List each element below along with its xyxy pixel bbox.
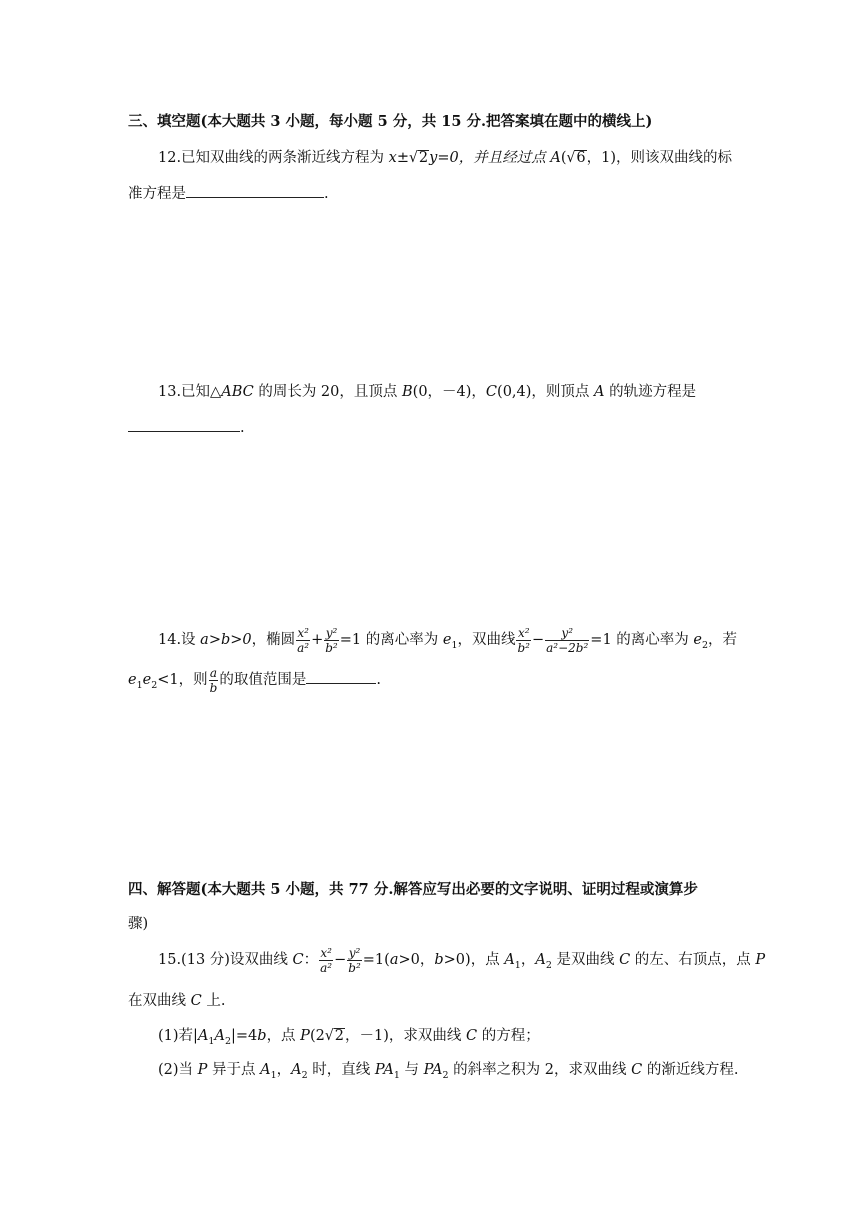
sqrt-symbol: √2: [409, 149, 429, 167]
sqrt-symbol: √6: [566, 149, 586, 167]
answer-blank[interactable]: [186, 183, 324, 198]
sqrt-symbol: √2: [324, 1027, 344, 1045]
question-15-line1: 15.(13 分)设双曲线 C： $\frac{\text{x²}}{\text{a²}}$ − $\frac{\text{y²}}{\text{b²}}$ =1(a>0，b>0)，点 $A_1$，$A_2$ 是双曲线 C 的左、右顶点，点 P: [158, 945, 766, 975]
fraction: $\frac{a}{b}$: [209, 665, 218, 695]
fraction: $\frac{\text{x²}}{\text{a²}}$: [320, 945, 333, 975]
question-12-line1: 12.已知双曲线的两条渐近线方程为 x±√2y=0，并且经过点 A(√6，1)，则该双曲线的标: [158, 149, 733, 167]
answer-blank[interactable]: [128, 417, 240, 432]
question-15-part1: (1)若$|A_1A_2|=4b$，点 P(2√2，－1)，求双曲线 C 的方程；: [158, 1027, 540, 1047]
question-14-line1: 14.设 a>b>0，椭圆 $\frac{\text{x²}}{\text{a²}}$ + $\frac{\text{y²}}{\text{b²}}$ =1 的离心率为 $e_1$，双曲线 $\frac{\text{x²}}{\text{b²}}$ − $\frac{\text{y²}}{\text{a²−2b²}}$ =1 的离心率为 $e_2$，若: [158, 625, 738, 655]
question-15-line2: 在双曲线 C 上.: [128, 993, 226, 1009]
fraction: $\frac{\text{y²}}{\text{b²}}$: [325, 625, 338, 655]
fraction: $\frac{\text{x²}}{\text{b²}}$: [517, 625, 530, 655]
answer-blank[interactable]: [306, 669, 376, 684]
question-12-line2: 准方程是 .: [128, 183, 329, 204]
fraction: $\frac{\text{x²}}{\text{a²}}$: [297, 625, 310, 655]
section4-header-line2: 骤): [128, 916, 149, 932]
section3-header: 三、填空题(本大题共 3 小题，每小题 5 分，共 15 分.把答案填在题中的横线上): [128, 113, 653, 130]
question-13-line1: 13.已知△ABC 的周长为 20，且顶点 B(0，－4)，C(0,4)，则顶点 A 的轨迹方程是: [158, 384, 697, 400]
question-15-part2: (2)当 P 异于点 $A_1$，$A_2$ 时，直线 $PA_1$ 与 $PA_2$ 的斜率之积为 2，求双曲线 C 的渐近线方程.: [158, 1062, 739, 1081]
section4-header-line1: 四、解答题(本大题共 5 小题，共 77 分.解答应写出必要的文字说明、证明过程或演算步: [128, 881, 698, 898]
fraction: $\frac{\text{y²}}{\text{a²−2b²}}$: [546, 625, 589, 655]
question-14-line2: $e_1e_2<1$，则 $\frac{a}{b}$ 的取值范围是 .: [128, 665, 381, 695]
question-13-line2: .: [128, 417, 245, 438]
fraction: $\frac{\text{y²}}{\text{b²}}$: [348, 945, 361, 975]
